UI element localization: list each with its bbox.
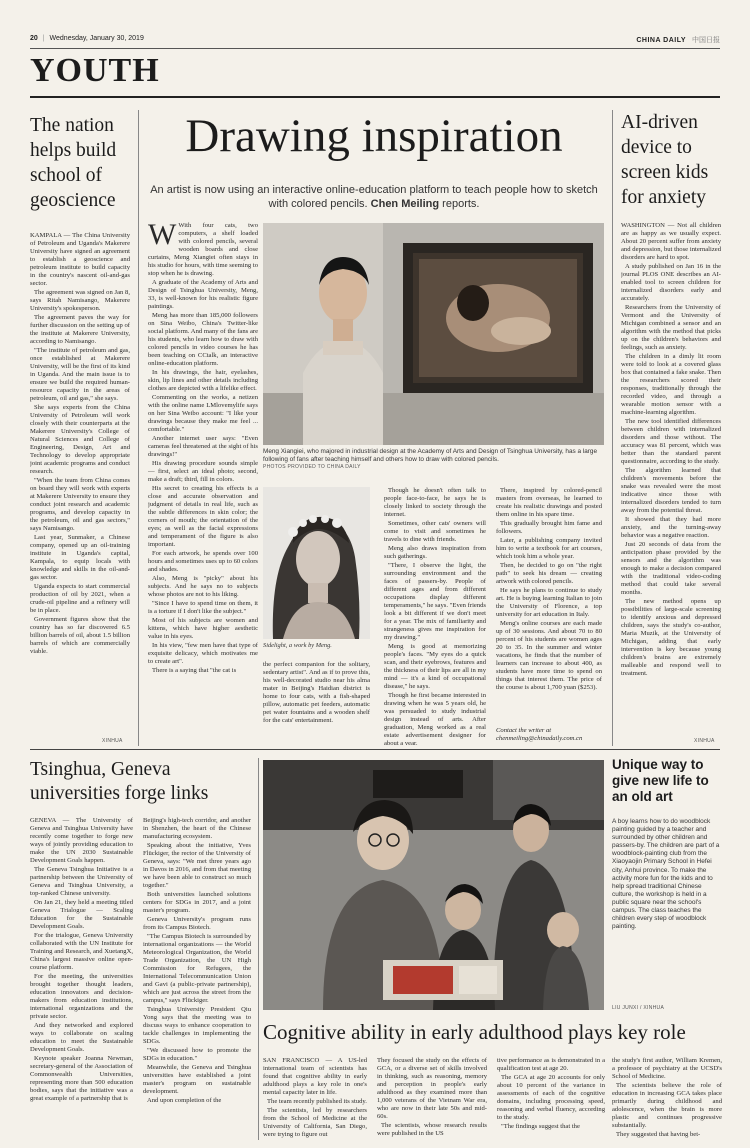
- anxiety-body: [621, 222, 721, 734]
- paragraph: the perfect companion for the solitary, sedentary artist". And as if to prove this, his well-decorated studio near his alma mater in Beijing's Haidian district is home to four cats, with a fish-shaped pillow, automatic pet feeders, automatic pet water fountains and a wooden shelf for the cats' entertainment.: [263, 661, 370, 724]
- paragraph: His drawing procedure sounds simple — first, select an ideal photo; second, make a draft; third, fill in colors.: [148, 460, 258, 483]
- folio-bar: 20 | Wednesday, January 30, 2019 CHINA DAILY 中国日报: [30, 35, 720, 44]
- paragraph: "There, I observe the light, the surrounding environment and the faces of passers-by. People of different ages and from different occupations display different temperaments," he says. "Even friends look a bit different if we don't meet for a year. The mix of familiarity and strangeness gives me inspiration for my drawing.": [384, 562, 486, 641]
- paragraph: It showed that they had more anxiety, and the turning-away behavior was a negative reaction.: [621, 516, 721, 539]
- paragraph: "We discussed how to promote the SDGs in education.": [143, 1047, 251, 1062]
- tsinghua-col-2: [143, 817, 251, 1137]
- woodblock-caption: A boy learns how to do woodblock painting guided by a teacher and surrounded by other children and passers-by. The children are part of a woodblock-painting club from the Xiaoyaojin Primary School in Hefei city, Anhui province. To make the activity more fun for the kids and to help spread traditional Chinese culture, the workshop is held in a public square near the school's campus. The class teaches the children every step of woodblock painting.: [612, 818, 720, 931]
- paragraph: For the trialogue, Geneva University collaborated with the UN Institute for Training and Research, and XuetangX, China's largest massive online open-course platform.: [30, 932, 133, 971]
- paragraph: For each artwork, he spends over 100 hours and sometimes uses up to 60 colors and shades.: [148, 550, 258, 573]
- paragraph: "The Campus Biotech is surrounded by international organizations — the World Meteorological Organization, the World Trade Organization, the UN High Commission for Refugees, the International Telecommunication Union and Gavi (a public-private partnership), which are just across the street from the campus," says Flückiger.: [143, 933, 251, 1004]
- paragraph: This gradually brought him fame and followers.: [496, 520, 602, 535]
- meng-portrait-photo: [263, 223, 604, 445]
- paragraph: Though he first became interested in drawing when he was 5 years old, he was persuaded to study industrial design instead of arts. After graduation, Meng worked as a real estate advertisement designer for about a year.: [384, 692, 486, 745]
- paragraph: Then, he decided to go on "the right path" to seek his dream — creating artwork with colored pencils.: [496, 562, 602, 585]
- paragraph: And they networked and explored ways to collaborate on scaling education to meet the Sustainable Development Goals.: [30, 1022, 133, 1053]
- paragraph: Meng also draws inspiration from such gatherings.: [384, 545, 486, 560]
- issue-date: Wednesday, January 30, 2019: [49, 35, 144, 42]
- paragraph: Just 20 seconds of data from the anticipation phase provided by the sensors and the algorithm was enough to make a decision compared with the traditional video-coding method that could take several months.: [621, 541, 721, 596]
- paragraph: "The institute of petroleum and gas, once established at Makerere University, will be the first of its kind in Uganda. And the main issue is to ensure we build the required human-resource capacity in the areas of petroleum, oil and gas," she says.: [30, 347, 130, 402]
- paragraph: Last year, Sunmaker, a Chinese company, opened up an oil-training institute in Uganda's capital, Kampala, to equip locals with knowledge and skills in the oil-and-gas sector.: [30, 534, 130, 581]
- sidelight-artwork: [263, 487, 370, 639]
- paragraph: She says experts from the China University of Petroleum will work closely with their counterparts at the Makerere University's College of Natural Sciences and College of Engineering, Design, Art and Technology to develop appropriate joint academic programs and conduct research.: [30, 404, 130, 475]
- paragraph: Both universities launched solutions centers for SDGs in 2017, and a joint master's program.: [143, 891, 251, 914]
- paragraph: "Since I have to spend time on them, it is a torture if I don't like the subject.": [148, 600, 258, 615]
- paragraph: On Jan 21, they held a meeting titled Geneva Trialogue — Scaling Education for the Sustainable Development Goals.: [30, 899, 133, 930]
- paragraph: GENEVA — The University of Geneva and Tsinghua University have recently come together to forge new ways of jointly providing education to make the UN 2030 Sustainable Development Goals happen.: [30, 817, 133, 864]
- paragraph: "The findings suggest that the: [501, 1123, 580, 1130]
- drawing-col-3: [384, 487, 486, 745]
- paragraph: He says he plans to continue to study art. He is buying learning Italian to join the University of Florence, a top university for art education in Italy.: [496, 587, 602, 618]
- cognitive-col-1: [263, 1057, 367, 1143]
- woodblock-credit: LIU JUNXI / XINHUA: [612, 1005, 665, 1011]
- paragraph: Uganda expects to start commercial production of oil by 2021, when a crude-oil pipeline and a refinery will be in place.: [30, 583, 130, 614]
- geoscience-headline: The nation helps build school of geoscience: [30, 115, 117, 211]
- paragraph: The scientists believe the role of education in increasing GCA takes place primarily during childhood and adolescence, when the brain is more plastic and continues progressive substantially.: [612, 1082, 722, 1129]
- paragraph: The team recently published its study.: [267, 1098, 367, 1105]
- sidelight-caption: Sidelight, a work by Meng.: [263, 642, 332, 649]
- paper-name: CHINA DAILY: [636, 37, 687, 44]
- paragraph: Speaking about the initiative, Yves Flückiger, the rector of the University of Geneva, says: "We met three years ago in Davos in 2016, and from that meeting we have been able to construct so much together.": [143, 842, 251, 889]
- paragraph: The new tool identified differences between children with internalized disorders and those without. The accuracy was 81 percent, which was better than the standard parent questionnaire, according to the study.: [621, 418, 721, 465]
- drawing-col-1: [148, 222, 258, 744]
- paragraph: The scientists, led by researchers from the School of Medicine at the University of California, San Diego, were trying to figure out: [263, 1107, 367, 1138]
- paragraph: "When the team from China comes on board they will work with experts at Makerere University to ensure they conduct joint research and academic programs, and develop capacity in the petroleum, oil and gas sectors," says Namisango.: [30, 477, 130, 532]
- cognitive-col-3: [497, 1057, 605, 1143]
- paragraph: And upon completion of the: [147, 1097, 222, 1104]
- geoscience-body: [30, 232, 130, 734]
- woodblock-headline: Unique way to give new life to an old art: [612, 757, 709, 804]
- paragraph: A study published on Jan 16 in the journal PLOS ONE describes an AI-enabled tool to screen children for internalized disorders early and accurately.: [621, 263, 721, 302]
- drawing-col-2: [263, 661, 370, 745]
- paragraph: The new method opens up possibilities of large-scale screening to identify anxious and depressed children, says the study's co-author, Maria Muzik, at the University of Michigan, adding that early intervention is key because young children's brains are extremely malleable and respond well to treatment.: [621, 598, 721, 677]
- photo-illustration: [263, 223, 604, 445]
- paragraph: Commenting on the works, a netizen with the online name LMlovemylife says on her Sina Weibo account: "I like your drawings because they make me feel ... comfortable.": [148, 394, 258, 433]
- cognitive-headline: Cognitive ability in early adulthood plays key role: [263, 1020, 686, 1044]
- paragraph: There, inspired by colored-pencil masters from overseas, he learned to create his realistic drawings and posted them online in his spare time.: [496, 487, 602, 518]
- paragraph: The algorithm learned that children's movements before the snake was revealed were the most indicative since those with internalized disorders tended to turn away from the potential threat.: [621, 467, 721, 514]
- paragraph: Sometimes, other cats' owners will come to visit and sometimes he travels to dine with friends.: [384, 520, 486, 543]
- paragraph: The scientists, whose research results were published in the US: [377, 1122, 487, 1137]
- paragraph: In his drawings, the hair, eyelashes, skin, lip lines and other details including clothes are depicted with a lifelike effect.: [148, 369, 258, 392]
- drawing-col-4: [496, 487, 602, 715]
- paragraph: A graduate of the Academy of Arts and Design of Tsinghua University, Meng, 33, is well-known for his realistic figure paintings.: [148, 279, 258, 310]
- paragraph: WASHINGTON — Not all children are as happy as we usually expect. About 20 percent suffer from anxiety and depression, but those internalized disorders are hard to spot.: [621, 222, 721, 261]
- paragraph: His secret to creating his effects is a close and accurate observation and judgment of details in real life, such as the subtle differences in skin color; the corners of mouth; the orientation of the eyes; as well as the facial expressions and temperament of the figure is also important.: [148, 485, 258, 548]
- paragraph: The children in a dimly lit room were told to look at a covered glass box that contained a fake snake. Then the researchers scored their responses, traditionally through the recorded video, and through a wearable motion sensor with a machine-learning algorithm.: [621, 353, 721, 416]
- drawing-headline: Drawing inspiration: [185, 110, 563, 162]
- tsinghua-col-1: [30, 817, 133, 1137]
- paragraph: The agreement was signed on Jan 8, says Ritah Namisango, Makerere University's spokesperson.: [30, 289, 130, 312]
- paragraph: Tsinghua University President Qiu Yong says that the meeting was to discuss ways to enhance cooperation to tackle challenges in implementing the SDGs.: [143, 1006, 251, 1045]
- main-photo-caption: Meng Xiangiei, who majored in industrial design at the Academy of Arts and Design of Tsinghua University, has a large following of fans after teaching himself and others how to draw with colored pencils.: [263, 448, 598, 463]
- paragraph: Meng has more than 185,000 followers on Sina Weibo, China's Twitter-like social platform. And many of the fans are his students, who learn how to draw with colored pencils in video courses he has been teaching on CCtalk, an interactive online-education platform.: [148, 312, 258, 367]
- anxiety-headline: AI-driven device to screen kids for anxiety: [621, 112, 709, 208]
- paragraph: In his view, "few men have that type of exquisite delicacy, which motivates me to create art".: [148, 642, 258, 665]
- paragraph: KAMPALA — The China University of Petroleum and Uganda's Makerere University have signed an agreement to establish a geoscience and petroleum institute to build capacity in the country's nascent oil-and-gas sector.: [30, 232, 130, 287]
- drop-cap: W: [148, 222, 177, 251]
- paragraph: Beijing's high-tech corridor, and another in Shenzhen, the heart of the Chinese manufacturing ecosystem.: [143, 817, 251, 840]
- geoscience-credit: XINHUA: [102, 738, 123, 744]
- paragraph: tive performance as is demonstrated in a qualification test at age 20.: [497, 1057, 605, 1072]
- paragraph: W With four cats, two computers, a shelf loaded with colored pencils, several wooden boards and close curtains, Meng Xiangiei often stays in his studio for hours, with time seeming to stop when he is drawing.: [148, 222, 258, 277]
- paragraph: For the meeting, the universities brought together thought leaders, education innovators and decision-makers from education institutions, international organizations and the private sector.: [30, 973, 133, 1020]
- tsinghua-headline: Tsinghua, Geneva universities forge links: [30, 759, 209, 804]
- paragraph: Most of his subjects are women and kittens, which have higher aesthetic value in his eyes.: [148, 617, 258, 640]
- paragraph: The Geneva Tsinghua Initiative is a partnership between the University of Geneva and Tsinghua University, a top-ranked Chinese university.: [30, 866, 133, 897]
- drawing-dek: An artist is now using an interactive online-education platform to teach people how to sketch with colored pencils. Chen Meiling reports.: [150, 184, 598, 210]
- paragraph: the study's first author, William Kremen, a professor of psychiatry at the UCSD's School of Medicine.: [612, 1057, 722, 1080]
- contact-line: Contact the writer at chenmeiling@chinadaily.com.cn: [496, 727, 583, 742]
- woodblock-photo: [263, 760, 604, 1010]
- paragraph: Government figures show that the country has so far discovered 6.5 billion barrels of oil, about 1.5 billion barrels of which are commercially viable.: [30, 616, 130, 655]
- paragraph: They suggested that having bet-: [616, 1131, 701, 1138]
- byline: Chen Meiling: [370, 198, 440, 210]
- paragraph: Geneva University's program runs from its Campus Biotech.: [143, 916, 251, 931]
- section-title: YOUTH: [30, 52, 160, 89]
- paragraph: Meng is good at memorizing people's faces. "My eyes do a quick scan, and their eyebrows, features and the thickness of their lips are all in my mind — it's a kind of occupational disease," he says.: [384, 643, 486, 690]
- anxiety-credit: XINHUA: [694, 738, 715, 744]
- paragraph: The agreement paves the way for further discussion on the setting up of the institute at Makerere University, according to Namisango.: [30, 314, 130, 345]
- paragraph: Meng's online courses are each made up of 30 sessions. And about 70 to 80 percent of his students are women ages 20 to 35. In the summer and winter vacations, he finds that the number of learners can increase to about 400, as students have more time to spend on things that interest them. The price of the course is about 1,700 yuan ($253).: [496, 620, 602, 691]
- paragraph: They focused the study on the effects of GCA, or a diverse set of skills involved in thinking, such as reasoning, memory and perception in people's early adulthood as they examined more than 1,000 veterans of the Vietnam War era, who are now in their late 50s and mid-60s.: [377, 1057, 487, 1120]
- paragraph: Also, Meng is "picky" about his subjects. And he says no to subjects whose photos are not to his liking.: [148, 575, 258, 598]
- woodblock-illustration: [263, 760, 604, 1010]
- main-photo-credit: PHOTOS PROVIDED TO CHINA DAILY: [263, 464, 361, 470]
- paragraph: SAN FRANCISCO — A US-led international team of scientists has found that cognitive ability in early adulthood plays a key role in one's mental capacity later in life.: [263, 1057, 367, 1096]
- paragraph: The GCA at age 20 accounts for only about 10 percent of the variance in assessments of each of the cognitive domains, including processing speed, reasoning and verbal fluency, according to the study.: [497, 1074, 605, 1121]
- paragraph: There is a saying that "the cat is: [152, 667, 237, 674]
- paragraph: Meanwhile, the Geneva and Tsinghua universities have established a joint master's program on sustainable development.: [143, 1064, 251, 1095]
- cognitive-col-4: [612, 1057, 722, 1143]
- paper-name-cn: 中国日报: [692, 37, 720, 44]
- page-number: 20: [30, 35, 38, 42]
- paragraph: Later, a publishing company invited him to write a textbook for art courses, which took him a whole year.: [496, 537, 602, 560]
- paragraph: Researchers from the University of Vermont and the University of Michigan combined a sensor and an algorithm with the method that picks up on the children's behaviors and feelings, such as anxiety.: [621, 304, 721, 351]
- sidelight-illustration: [263, 487, 370, 639]
- cognitive-col-2: [377, 1057, 487, 1143]
- paragraph: Keynote speaker Joanna Newman, secretary-general of the Association of Commonwealth Universities, representing more than 500 education bodies, says that the initiative was a great example of a partnership that is: [30, 1055, 133, 1102]
- paragraph: Another internet user says: "Even cameras feel threatened at the sight of his drawings!": [148, 435, 258, 458]
- paragraph: Though he doesn't often talk to people face-to-face, he says he is closely linked to society through the internet.: [384, 487, 486, 518]
